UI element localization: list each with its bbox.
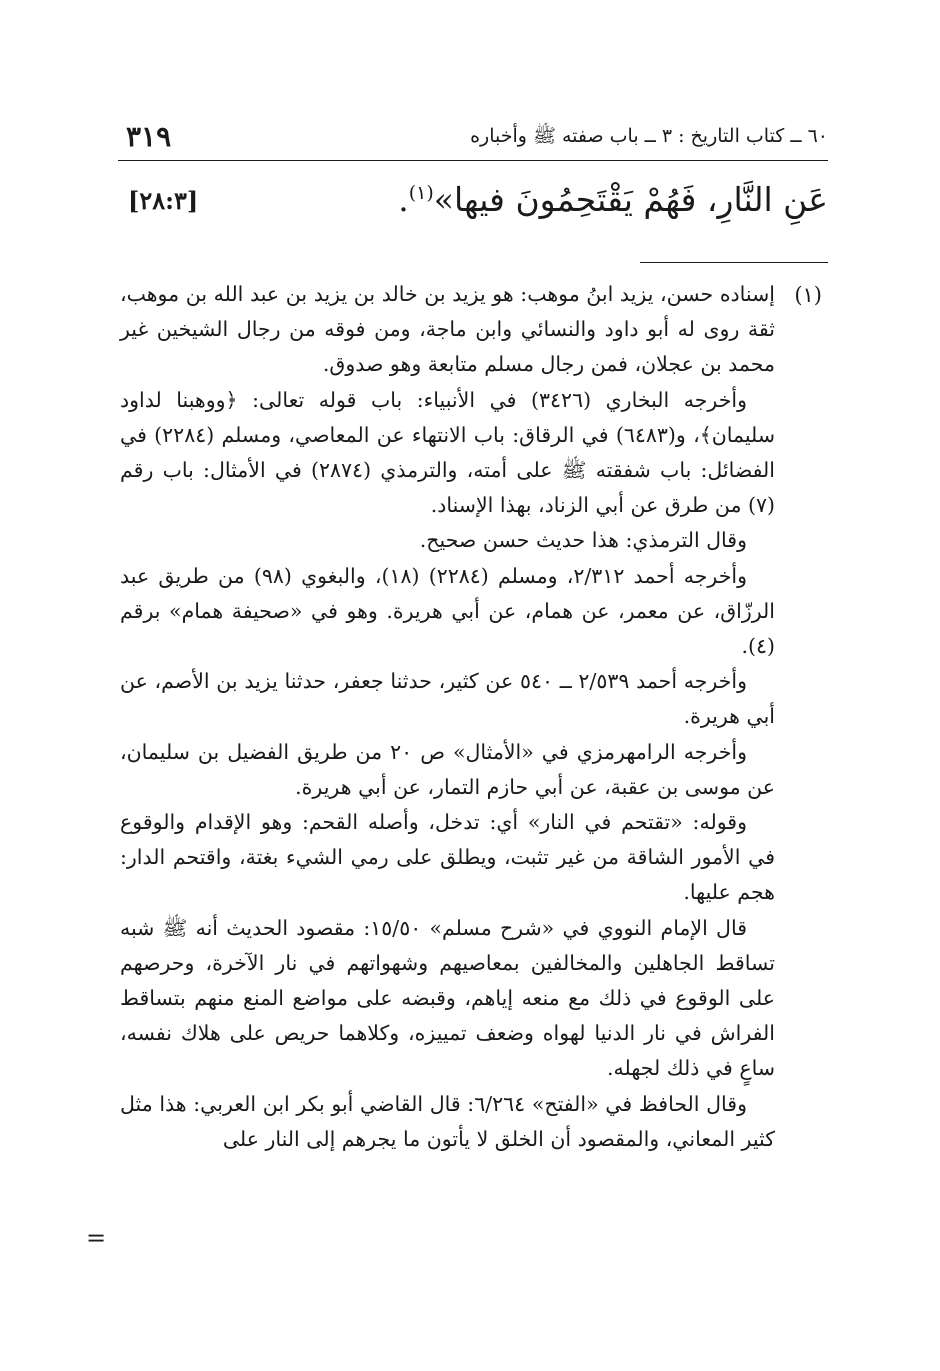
hadith-text-body: عَنِ النَّارِ، فَهُمْ يَقْتَحِمُونَ فيها» — [433, 180, 828, 219]
footnote-body — [120, 277, 775, 1157]
continuation-mark: = — [86, 1224, 107, 1252]
footnote-paragraph: وأخرجه الرامهرمزي في «الأمثال» ص ٢٠ من طريق الفضيل بن سليمان، عن موسى بن عقبة، عن أبي حازم التمار، عن أبي هريرة. — [120, 739, 775, 799]
footnote-separator — [640, 262, 828, 263]
footnote-marker: (١) — [794, 283, 822, 307]
header-rule — [118, 160, 828, 161]
hadith-end-mark: . — [398, 180, 409, 219]
footnote-paragraph: وقال الحافظ في «الفتح» ٦/٢٦٤: قال القاضي أبو بكر ابن العربي: هذا مثل كثير المعاني، والمقصود أن الخلق لا يأتون ما يجرهم إلى النار على — [120, 1091, 775, 1151]
footnote-paragraph: وأخرجه أحمد ٢/٥٣٩ ــ ٥٤٠ عن كثير، حدثنا جعفر، حدثنا يزيد بن الأصم، عن أبي هريرة. — [120, 669, 775, 729]
footnote-paragraph: وقوله: «تقتحم في النار» أي: تدخل، وأصله القحم: وهو الإقدام والوقوع في الأمور الشاقة من غير تثبت، ويطلق على رمي الشيء بغتة، واقتحم الدار: هجم عليها. — [120, 810, 775, 905]
hadith-text — [398, 180, 828, 219]
running-head: ٦٠ ــ كتاب التاريخ : ٣ ــ باب صفته ﷺ وأخباره — [470, 125, 828, 147]
footnote-paragraph: وأخرجه البخاري (٣٤٢٦) في الأنبياء: باب قوله تعالى: ﴿ووهبنا لداود سليمان﴾، و(٦٤٨٣) في الرقاق: باب الانتهاء عن المعاصي، ومسلم (٢٢٨٤) في الفضائل: باب شفقته ﷺ على أمته، والترمذي (٢٨٧٤) في الأمثال: باب رقم (٧) من طرق عن أبي الزناد، بهذا الإسناد. — [120, 387, 776, 518]
footnote-paragraph: وأخرجه أحمد ٢/٣١٢، ومسلم (٢٢٨٤) (١٨)، والبغوي (٩٨) من طريق عبد الرزّاق، عن معمر، عن همام، عن أبي هريرة. وهو في «صحيفة همام» برقم (٤). — [120, 563, 775, 659]
footnote-paragraph: إسناده حسن، يزيد ابنُ موهب: هو يزيد بن خالد بن يزيد بن عبد الله بن موهب، ثقة روى له أبو داود والنسائي وابن ماجة، ومن فوقه من رجال الشيخين غير محمد بن عجلان، فمن رجال مسلم متابعة وهو صدوق. — [120, 282, 775, 377]
footnote-reference: (١) — [408, 182, 434, 204]
hadith-text-line — [120, 180, 828, 230]
hadith-reference: [٢٨:٣] — [128, 186, 199, 215]
footnote-paragraph: وقال الترمذي: هذا حديث حسن صحيح. — [419, 528, 747, 553]
footnote-paragraph: قال الإمام النووي في «شرح مسلم» ١٥/٥٠: مقصود الحديث أنه ﷺ شبه تساقط الجاهلين والمخالفين بمعاصيهم وشهواتهم في نار الآخرة، وحرصهم على الوقوع في ذلك مع منعه إياهم، وقبضه على مواضع المنع منهم بتساقط الفراش في نار الدنيا لهواه وضعف تمييزه، وكلاهما حريص على هلاك نفسه، ساعٍ في ذلك لجهله. — [120, 915, 775, 1081]
page-header — [118, 116, 828, 152]
page-number: ٣١٩ — [126, 120, 172, 153]
